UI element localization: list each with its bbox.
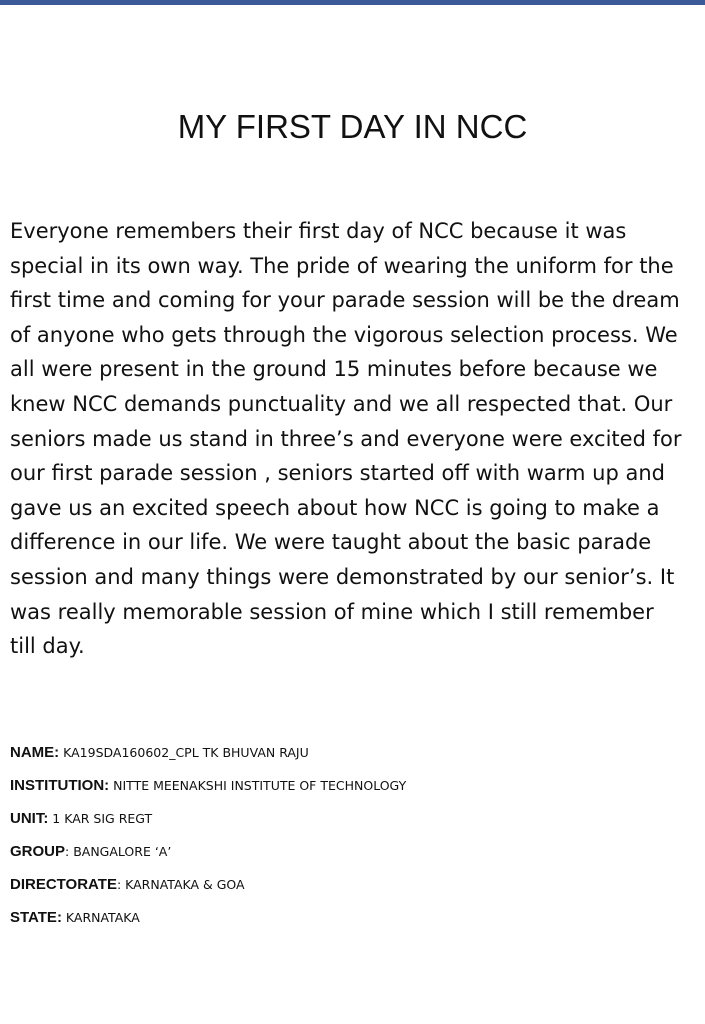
detail-label: GROUP — [10, 843, 66, 860]
detail-group — [10, 840, 690, 873]
detail-label: NAME: — [10, 744, 60, 761]
body-line: till day. — [10, 634, 85, 659]
body-line: difference in our life. We were taught about the basic parade — [10, 530, 652, 555]
detail-label: DIRECTORATE — [10, 876, 117, 893]
body-line: our first parade session , seniors started off with warm up and — [10, 461, 665, 486]
body-line: of anyone who gets through the vigorous selection process. We — [10, 322, 678, 347]
body-line: all were present in the ground 15 minutes before because we — [10, 357, 658, 382]
body-line: session and many things were demonstrated by our senior’s. It — [10, 564, 675, 589]
detail-label: INSTITUTION: — [10, 777, 110, 794]
detail-label: STATE: — [10, 909, 62, 926]
body-line: Everyone remembers their first day of NCC because it was — [10, 219, 627, 243]
detail-value: 1 KAR SIG REGT — [48, 811, 153, 826]
detail-state — [10, 906, 690, 939]
body-line: first time and coming for your parade session will be the dream — [10, 288, 680, 313]
detail-directorate — [10, 873, 690, 906]
body-line: seniors made us stand in three’s and everyone were excited for — [10, 426, 682, 451]
detail-unit — [10, 807, 690, 840]
detail-value: KA19SDA160602_CPL TK BHUVAN RAJU — [59, 745, 309, 760]
detail-name — [10, 741, 690, 774]
detail-institution — [10, 774, 690, 807]
author-details — [10, 741, 690, 939]
detail-value: KARNATAKA — [61, 910, 140, 925]
detail-value: : BANGALORE ‘A’ — [65, 844, 172, 859]
document-title: MY FIRST DAY IN NCC — [177, 108, 528, 145]
detail-label: UNIT: — [10, 810, 49, 827]
detail-value: : KARNATAKA & GOA — [116, 877, 245, 892]
body-paragraph — [10, 214, 700, 664]
body-line: gave us an excited speech about how NCC is going to make a — [10, 495, 660, 520]
detail-value: NITTE MEENAKSHI INSTITUTE OF TECHNOLOGY — [109, 778, 407, 793]
body-line: knew NCC demands punctuality and we all respected that. Our — [10, 391, 673, 416]
body-line: was really memorable session of mine which I still remember — [10, 599, 654, 624]
body-line: special in its own way. The pride of wearing the uniform for the — [10, 253, 674, 278]
top-accent-bar — [0, 0, 705, 5]
